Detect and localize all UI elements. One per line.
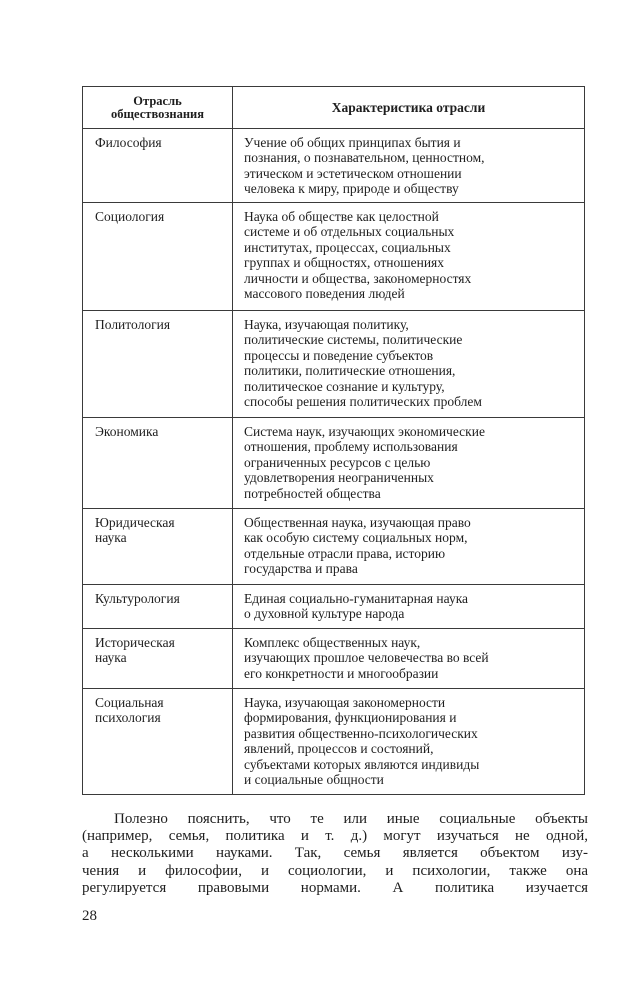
description-line: политическое сознание и культуру, (244, 378, 445, 394)
table-header-row (83, 87, 585, 129)
branch-description (233, 418, 585, 509)
table-row (83, 129, 585, 203)
branch-name: Философия (83, 129, 233, 203)
branch-name: Историческая наука (83, 629, 233, 689)
table-row (83, 509, 585, 585)
description-line: как особую систему социальных норм, (244, 530, 468, 546)
branch-name: Культурология (83, 585, 233, 629)
description-line: системе и об отдельных социальных (244, 224, 455, 240)
branch-name: Социальная психология (83, 689, 233, 795)
description-line: удовлетворения неограниченных (244, 470, 434, 486)
description-line: способы решения политических проблем (244, 394, 482, 410)
description-line: группах и общностях, отношениях (244, 255, 445, 271)
description-line: Система наук, изучающих экономические (244, 424, 485, 439)
description-line: и социальные общности (244, 772, 384, 788)
branch-description (233, 509, 585, 585)
table-row (83, 689, 585, 795)
description-line: политические системы, политические (244, 332, 463, 348)
header-branch: Отрасль обществознания (83, 87, 233, 129)
branch-description (233, 629, 585, 689)
description-line: развития общественно-психологических (244, 725, 478, 741)
description-line: человека к миру, природе и обществу (244, 181, 459, 197)
description-line: процессы и поведение субъектов (244, 347, 434, 363)
table-row (83, 418, 585, 509)
branch-name: Юридическая наука (83, 509, 233, 585)
description-line: этическом и эстетическом отношении (244, 165, 462, 181)
branch-name: Экономика (83, 418, 233, 509)
paragraph-line: чения и философии, и социологии, и психологии, также она (82, 862, 588, 879)
description-line: потребностей общества (244, 485, 381, 501)
description-line: субъектами которых являются индивиды (244, 756, 480, 772)
branch-description (233, 311, 585, 418)
description-line: о духовной культуре народа (244, 606, 405, 622)
description-line: его конкретности и многообразии (244, 665, 439, 681)
description-line: познания, о познавательном, ценностном, (244, 150, 485, 166)
description-line: формирования, функционирования и (244, 710, 457, 726)
description-line: политики, политические отношения, (244, 363, 456, 379)
description-line: массового поведения людей (244, 286, 405, 302)
paragraph-line: регулируется правовыми нормами. А политика изучается (82, 879, 588, 896)
page-number: 28 (82, 908, 97, 924)
table-row (83, 203, 585, 311)
description-line: отдельные отрасли права, историю (244, 545, 446, 561)
body-paragraph (82, 811, 588, 897)
paragraph-line: (например, семья, политика и т. д.) могут изучаться не одной, (82, 828, 588, 845)
description-line: изучающих прошлое человечества во всей (244, 650, 489, 666)
table-row (83, 311, 585, 418)
branch-name: Политология (83, 311, 233, 418)
branch-description (233, 689, 585, 795)
branch-description (233, 203, 585, 311)
description-line: явлений, процессов и состояний, (244, 741, 434, 757)
branch-description (233, 585, 585, 629)
table-row (83, 585, 585, 629)
header-characteristic: Характеристика отрасли (233, 87, 585, 129)
branch-description (233, 129, 585, 203)
paragraph-line: а несколькими науками. Так, семья является объектом изу- (82, 845, 588, 862)
description-line: Наука, изучающая закономерности (244, 695, 446, 710)
description-line: Учение об общих принципах бытия и (244, 135, 461, 150)
description-line: государства и права (244, 561, 358, 577)
paragraph-line: Полезно пояснить, что те или иные социальные объекты (114, 811, 588, 827)
description-line: Общественная наука, изучающая право (244, 515, 471, 530)
description-line: личности и общества, закономерностях (244, 270, 472, 286)
description-line: ограниченных ресурсов с целью (244, 454, 431, 470)
description-line: отношения, проблему использования (244, 439, 458, 455)
description-line: институтах, процессах, социальных (244, 239, 451, 255)
social-science-branches-table (82, 86, 585, 795)
table-row (83, 629, 585, 689)
description-line: Комплекс общественных наук, (244, 635, 421, 650)
description-line: Наука об обществе как целостной (244, 209, 439, 224)
description-line: Наука, изучающая политику, (244, 317, 409, 332)
description-line: Единая социально-гуманитарная наука (244, 591, 469, 606)
branch-name: Социология (83, 203, 233, 311)
